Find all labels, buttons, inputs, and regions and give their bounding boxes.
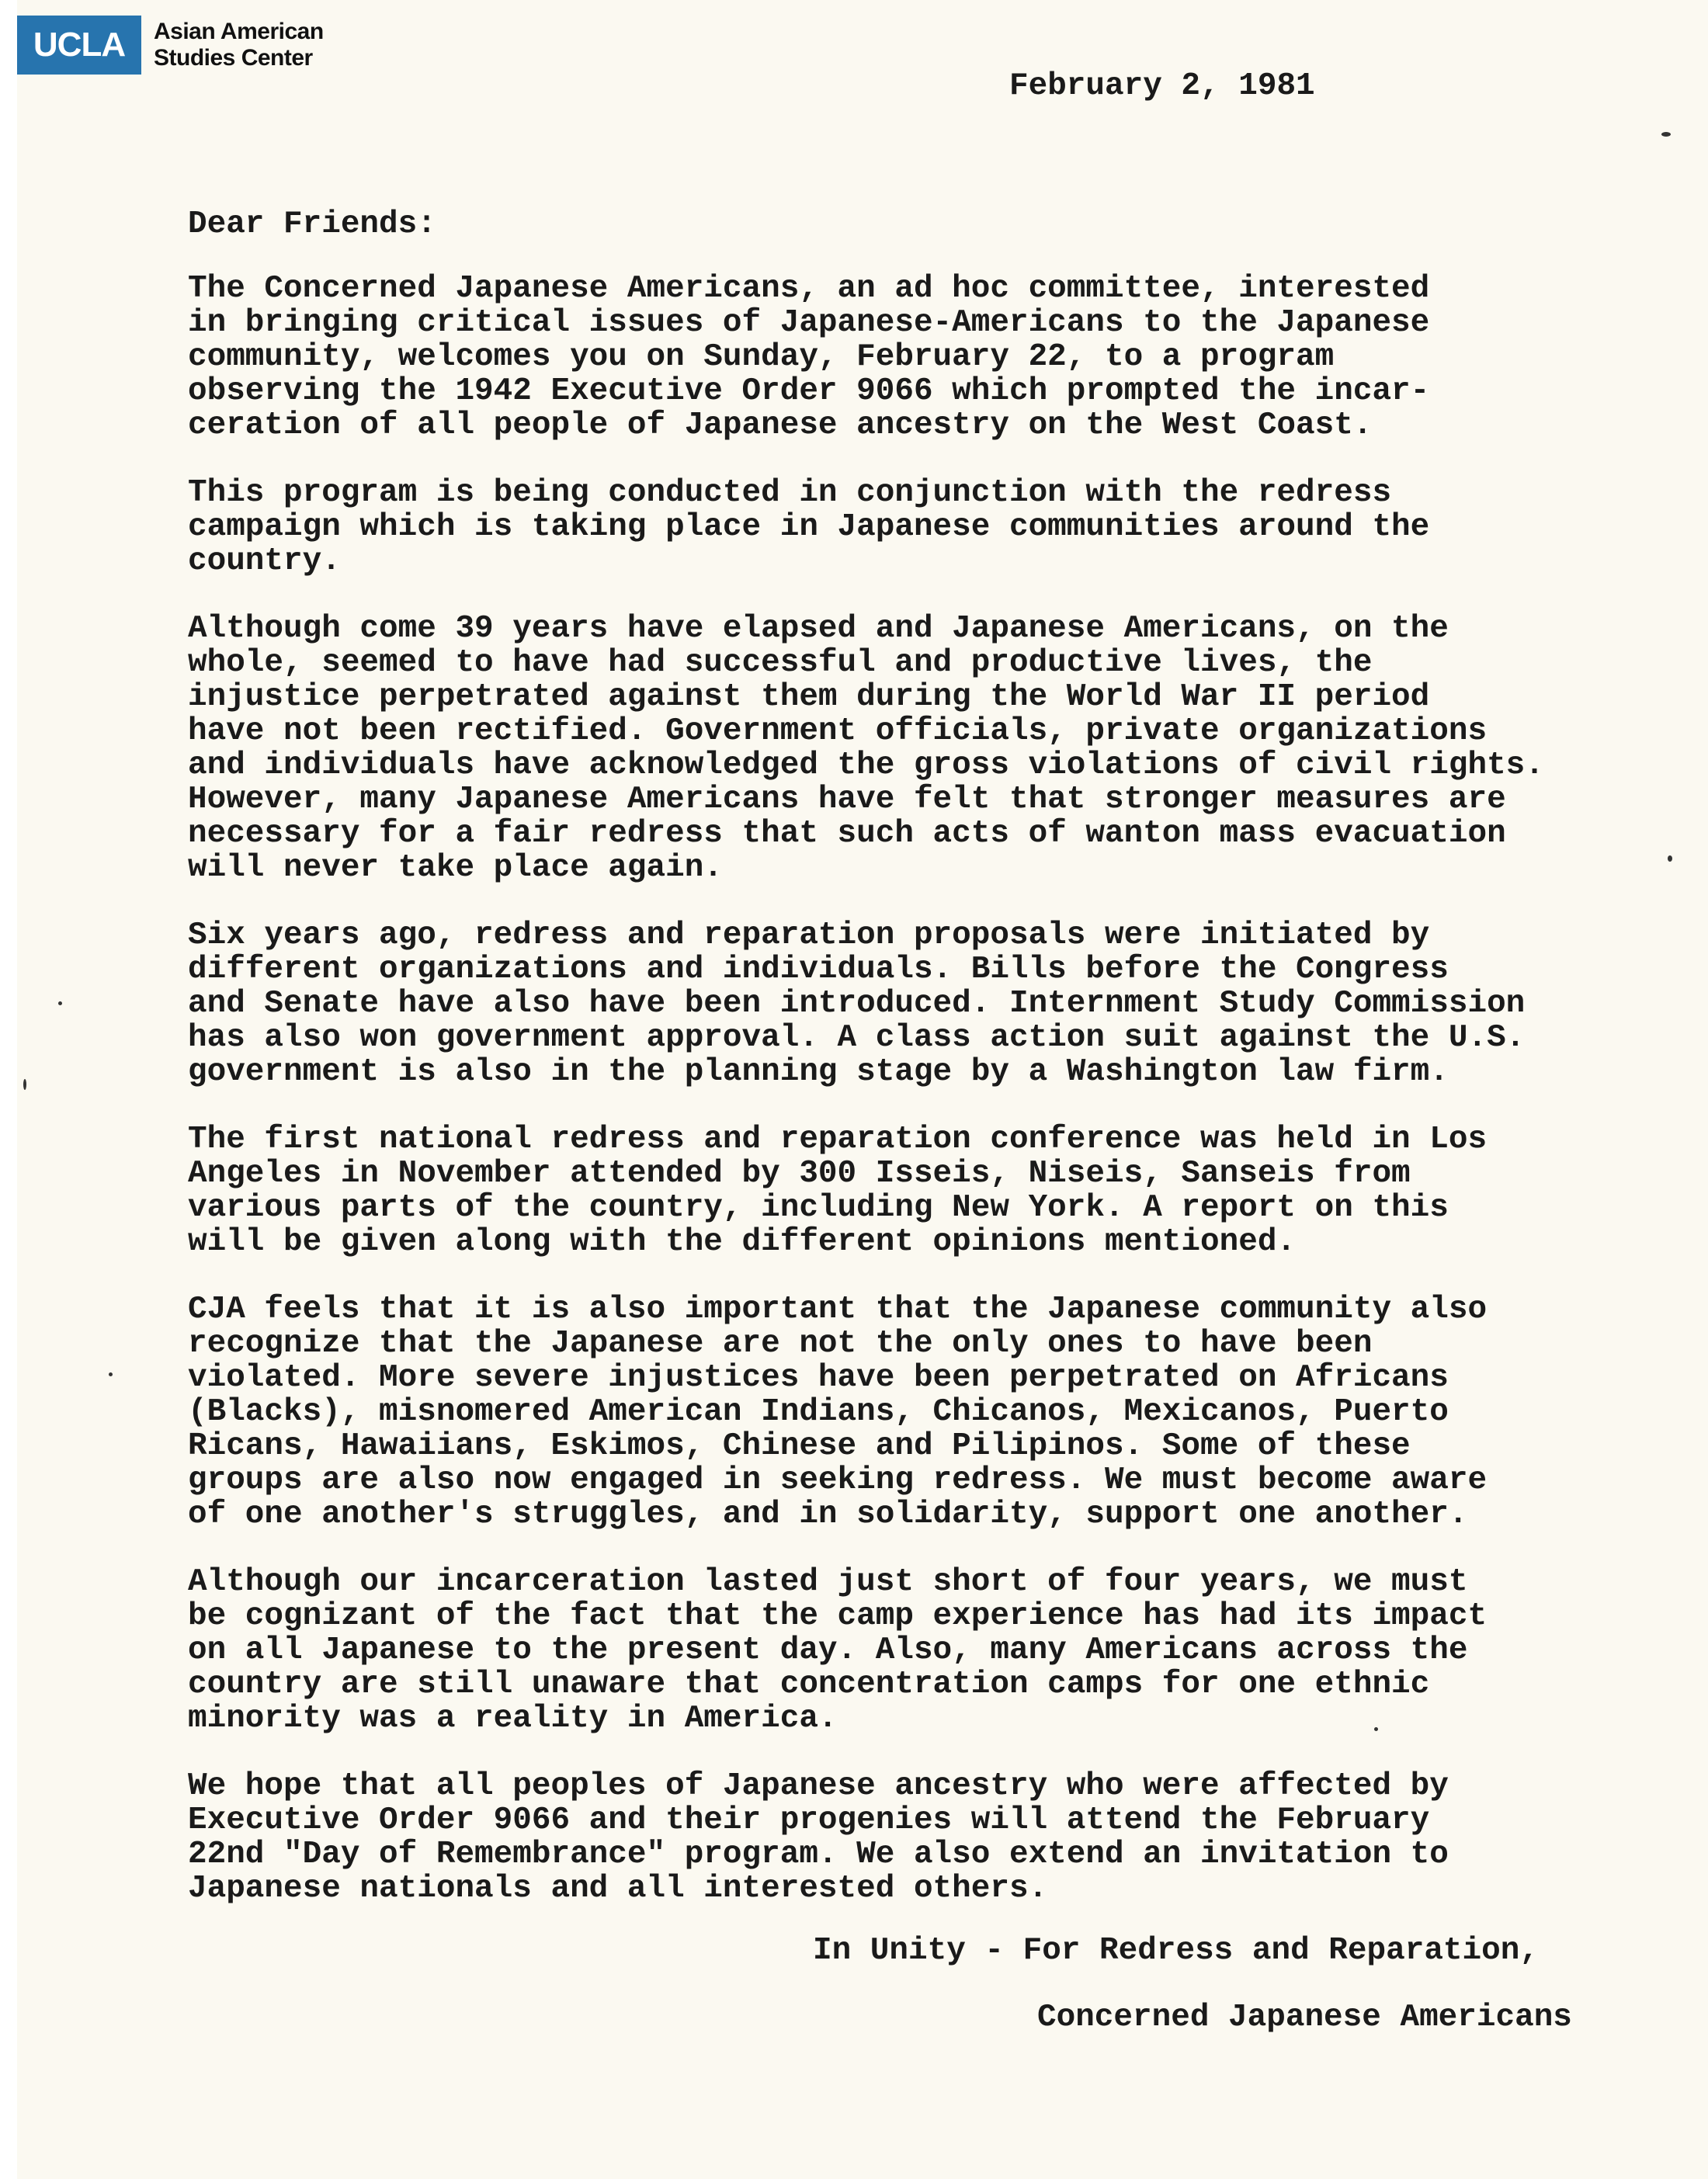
letter-paragraph [188,612,1647,885]
paragraph-line: injustice perpetrated against them during the World War II period [188,679,1430,715]
paragraph-line: of one another's struggles, and in solidarity, support one another. [188,1497,1468,1532]
paragraph-line: country. [188,543,341,579]
paragraph-line: country are still unaware that concentration camps for one ethnic [188,1667,1430,1702]
paper-speck [58,1001,62,1005]
paragraph-line: necessary for a fair redress that such acts of wanton mass evacuation [188,816,1506,852]
paragraph-line: will be given along with the different opinions mentioned. [188,1224,1297,1260]
paragraph-line: community, welcomes you on Sunday, February 22, to a program [188,339,1335,375]
letter-paragraph [188,272,1647,442]
letter-date: February 2, 1981 [1009,68,1315,104]
paragraph-line: (Blacks), misnomered American Indians, Chicanos, Mexicanos, Puerto [188,1394,1449,1430]
paragraph-line: violated. More severe injustices have been perpetrated on Africans [188,1360,1449,1396]
paper-speck [1668,855,1672,862]
paragraph-line: Executive Order 9066 and their progenies will attend the February [188,1803,1430,1838]
paragraph-line: various parts of the country, including New York. A report on this [188,1190,1449,1226]
paragraph-line: on all Japanese to the present day. Also, many Americans across the [188,1633,1468,1668]
paragraph-line: has also won government approval. A class action suit against the U.S. [188,1020,1526,1056]
paragraph-line: will never take place again. [188,850,723,886]
logo-line-2: Studies Center [154,45,313,71]
paper-speck [1661,132,1671,137]
paragraph-line: and Senate have also have been introduced. Internment Study Commission [188,986,1526,1022]
paper-speck [23,1079,26,1090]
paragraph-line: in bringing critical issues of Japanese-Americans to the Japanese [188,305,1430,341]
paragraph-line: ceration of all people of Japanese ancestry on the West Coast. [188,408,1373,443]
paragraph-line: and individuals have acknowledged the gross violations of civil rights. [188,748,1544,783]
letter-paragraph [188,1565,1647,1736]
paragraph-line: However, many Japanese Americans have felt that stronger measures are [188,782,1506,817]
paragraph-line: Six years ago, redress and reparation proposals were initiated by [188,918,1430,953]
paragraph-line: This program is being conducted in conjunction with the redress [188,475,1392,511]
paragraph-line: groups are also now engaged in seeking redress. We must become aware [188,1462,1488,1498]
paper-speck [109,1372,113,1376]
paper-speck [1374,1727,1378,1731]
paragraph-line: We hope that all peoples of Japanese ancestry who were affected by [188,1768,1449,1804]
ucla-logo-mark: UCLA [17,16,141,75]
paragraph-line: observing the 1942 Executive Order 9066 which prompted the incar- [188,373,1430,409]
ucla-aasc-logo [17,16,324,75]
paragraph-line: be cognizant of the fact that the camp experience has had its impact [188,1598,1488,1634]
paragraph-line: Although come 39 years have elapsed and Japanese Americans, on the [188,611,1449,647]
paragraph-line: Although our incarceration lasted just short of four years, we must [188,1564,1468,1600]
paragraph-line: CJA feels that it is also important that the Japanese community also [188,1292,1488,1327]
letter-paragraph [188,1122,1647,1259]
paragraph-line: government is also in the planning stage by a Washington law firm. [188,1054,1449,1090]
letter-body [188,272,1647,1939]
logo-center-name [154,19,324,71]
paragraph-line: Angeles in November attended by 300 Isseis, Niseis, Sanseis from [188,1156,1411,1192]
paragraph-line: Ricans, Hawaiians, Eskimos, Chinese and Pilipinos. Some of these [188,1428,1411,1464]
closing-line: In Unity - For Redress and Reparation, [813,1933,1539,1969]
letter-paragraph [188,1292,1647,1532]
paragraph-line: have not been rectified. Government officials, private organizations [188,713,1488,749]
paragraph-line: Japanese nationals and all interested others. [188,1871,1048,1907]
letter-paragraph [188,476,1647,578]
salutation: Dear Friends: [188,206,436,242]
logo-line-1: Asian American [154,19,324,44]
letter-paragraph [188,918,1647,1089]
paragraph-line: different organizations and individuals. Bills before the Congress [188,952,1449,987]
signature: Concerned Japanese Americans [1037,2000,1572,2035]
letter-paragraph [188,1769,1647,1906]
paragraph-line: whole, seemed to have had successful and productive lives, the [188,645,1373,681]
paragraph-line: minority was a reality in America. [188,1701,838,1737]
paragraph-line: The first national redress and reparation conference was held in Los [188,1122,1488,1157]
paragraph-line: recognize that the Japanese are not the only ones to have been [188,1326,1373,1362]
paragraph-line: The Concerned Japanese Americans, an ad hoc committee, interested [188,271,1430,307]
paragraph-line: campaign which is taking place in Japanese communities around the [188,509,1430,545]
paragraph-line: 22nd "Day of Remembrance" program. We also extend an invitation to [188,1837,1449,1872]
